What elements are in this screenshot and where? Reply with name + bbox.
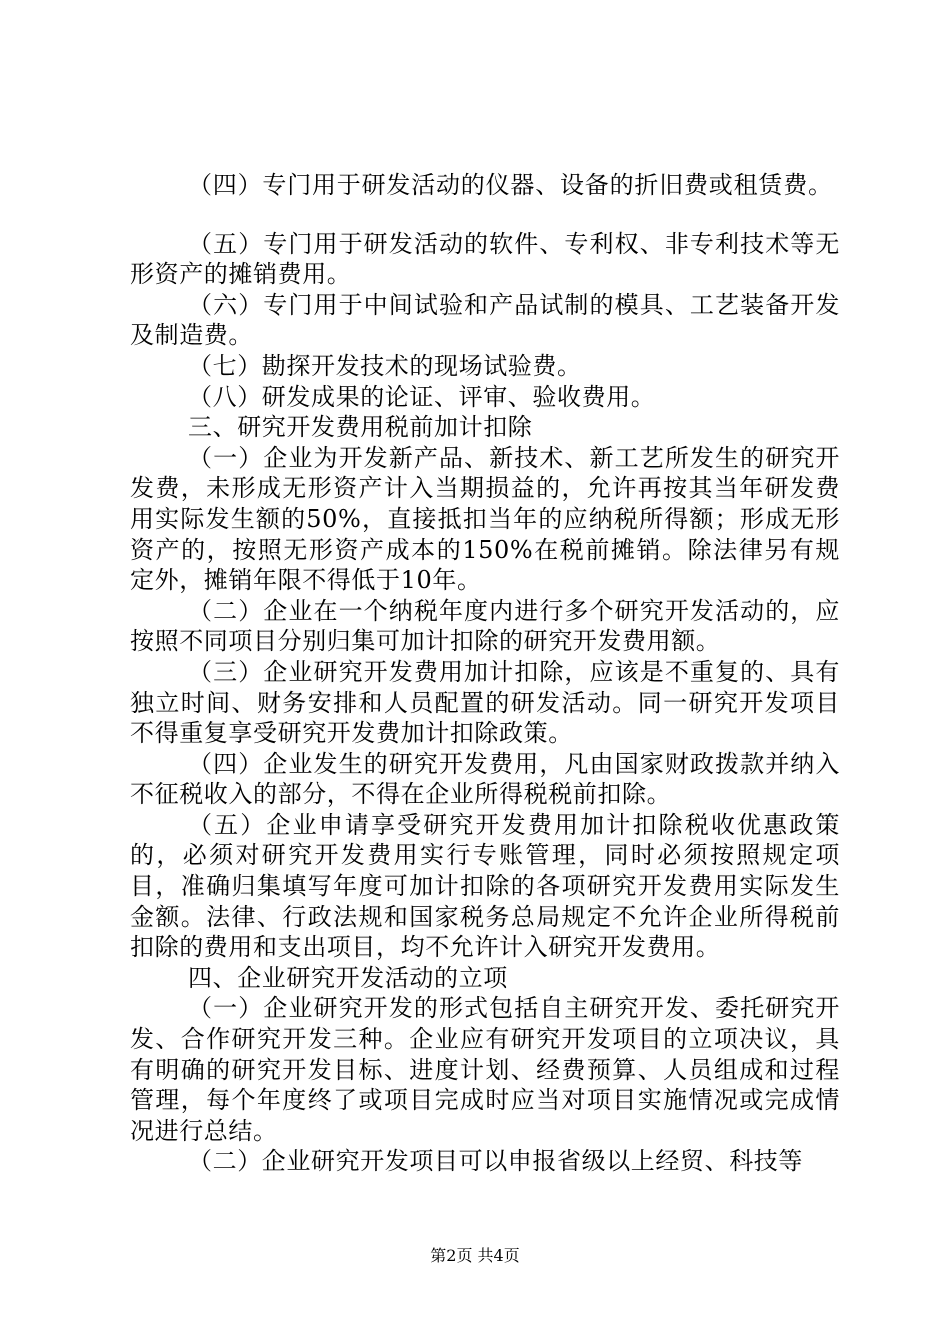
paragraph-section4-item-1: （一）企业研究开发的形式包括自主研究开发、委托研究开发、合作研究开发三种。企业应有研究开发项目的立项决议，具有明确的研究开发目标、进度计划、经费预算、人员组成和过程管理，每个年度终了或项目完成时应当对项目实施情况或完成情况进行总结。 [130, 994, 840, 1145]
section-heading-4: 四、企业研究开发活动的立项 [188, 963, 508, 992]
paragraph-section4-item-2: （二）企业研究开发项目可以申报省级以上经贸、科技等 [188, 1147, 803, 1176]
paragraph-item-6: （六）专门用于中间试验和产品试制的模具、工艺装备开发及制造费。 [130, 290, 840, 350]
paragraph-item-8: （八）研发成果的论证、评审、验收费用。 [188, 382, 656, 411]
paragraph-item-4: （四）专门用于研发活动的仪器、设备的折旧费或租赁费。 [188, 171, 833, 199]
paragraph-section3-item-2: （二）企业在一个纳税年度内进行多个研究开发活动的，应按照不同项目分别归集可加计扣除的研究开发费用额。 [130, 596, 840, 656]
paragraph-item-7: （七）勘探开发技术的现场试验费。 [188, 351, 582, 380]
paragraph-item-5: （五）专门用于研发活动的软件、专利权、非专利技术等无形资产的摊销费用。 [130, 229, 840, 289]
paragraph-section3-item-5: （五）企业申请享受研究开发费用加计扣除税收优惠政策的，必须对研究开发费用实行专账管理，同时必须按照规定项目，准确归集填写年度可加计扣除的各项研究开发费用实际发生金额。法律、行政法规和国家税务总局规定不允许企业所得税前扣除的费用和支出项目，均不允许计入研究开发费用。 [130, 810, 840, 962]
paragraph-section3-item-3: （三）企业研究开发费用加计扣除，应该是不重复的、具有独立时间、财务安排和人员配置的研发活动。同一研究开发项目不得重复享受研究开发费加计扣除政策。 [130, 657, 840, 748]
page-footer: 第2页 共4页 [430, 1246, 520, 1265]
section-heading-3: 三、研究开发费用税前加计扣除 [188, 413, 533, 442]
document-body [130, 170, 840, 1177]
paragraph-section3-item-1: （一）企业为开发新产品、新技术、新工艺所发生的研究开发费，未形成无形资产计入当期损益的，允许再按其当年研发费用实际发生额的50%，直接抵扣当年的应纳税所得额；形成无形资产的，按照无形资产成本的150%在税前摊销。除法律另有规定外，摊销年限不得低于10年。 [130, 443, 840, 595]
paragraph-section3-item-4: （四）企业发生的研究开发费用，凡由国家财政拨款并纳入不征税收入的部分，不得在企业所得税税前扣除。 [130, 749, 840, 809]
